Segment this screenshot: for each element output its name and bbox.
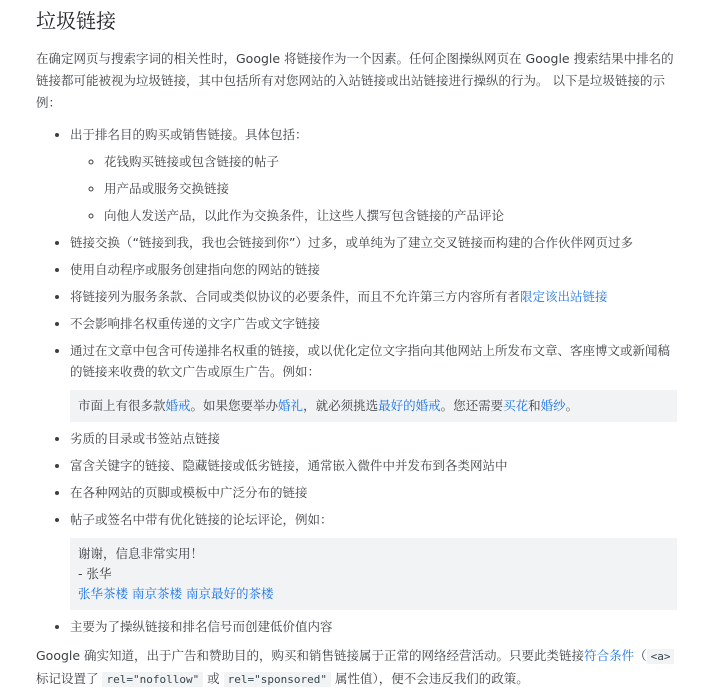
example-text: ，就必须挑选 <box>303 398 379 413</box>
list-item: • 在各种网站的页脚或模板中广泛分布的链接 <box>70 482 677 503</box>
outro-text: 属性值），便不会违反我们的政策。 <box>331 671 529 686</box>
qualify-link[interactable]: 符合条件 <box>584 648 635 663</box>
outro-text: Google 确实知道，出于广告和赞助目的，购买和销售链接属于正常的网络经营活动。只要此类链接 <box>36 648 585 663</box>
spam-link-list <box>36 124 677 637</box>
list-item <box>70 286 677 307</box>
sub-list-item: ◦ 花钱购买链接或包含链接的帖子 <box>104 151 677 172</box>
example-text: 。如果您要举办 <box>190 398 279 413</box>
example-link[interactable]: 买花 <box>503 398 529 413</box>
list-item <box>70 340 677 422</box>
item-text: 通过在文章中包含可传递排名权重的链接，或以优化定位文字指向其他网站上所发布文章、客座博文或新闻稿的链接来收费的软文广告或原生广告。例如： <box>70 343 671 379</box>
page-title: 垃圾链接 <box>36 9 116 33</box>
item-text: 帖子或签名中带有优化链接的论坛评论，例如： <box>70 512 333 527</box>
code-sponsored: rel="sponsored" <box>224 672 331 687</box>
code-nofollow: rel="nofollow" <box>102 672 203 687</box>
outro-text: 标记设置了 <box>36 671 103 686</box>
list-item: • 富含关键字的链接、隐藏链接或低劣链接，通常嵌入微件中并发布到各类网站中 <box>70 455 677 476</box>
sub-list <box>70 151 677 226</box>
example-box-forum-comment <box>70 538 677 610</box>
example-link[interactable]: 婚纱 <box>540 398 566 413</box>
item-text: 出于排名目的购买或销售链接。具体包括： <box>70 127 308 142</box>
outro-text: （ <box>634 648 647 663</box>
outro-text: 或 <box>203 671 224 686</box>
example-box-advertorial <box>70 390 677 422</box>
example-text: 。 <box>565 398 579 413</box>
list-item: • 主要为了操纵链接和排名信号而创建低价值内容 <box>70 616 677 637</box>
example-link[interactable]: 南京茶楼 <box>132 586 183 601</box>
comment-line: 谢谢，信息非常实用！ <box>78 546 204 561</box>
sub-list-item: ◦ 用产品或服务交换链接 <box>104 178 677 199</box>
comment-signature: - 张华 <box>78 566 112 581</box>
example-link[interactable]: 婚戒 <box>165 398 191 413</box>
example-text: 。您还需要 <box>440 398 504 413</box>
comment-links <box>78 584 669 604</box>
qualify-outbound-link[interactable]: 限定该出站链接 <box>520 289 608 304</box>
list-item: • 使用自动程序或服务创建指向您的网站的链接 <box>70 259 677 280</box>
example-link[interactable]: 最好的婚戒 <box>378 398 441 413</box>
list-item <box>70 509 677 610</box>
item-text: 将链接列为服务条款、合同或类似协议的必要条件，而且不允许第三方内容所有者 <box>70 289 521 304</box>
example-text: 市面上有很多款 <box>78 398 166 413</box>
outro-paragraph <box>36 645 677 691</box>
example-link[interactable]: 张华茶楼 <box>78 586 129 601</box>
code-a-tag: <a> <box>647 649 675 664</box>
sub-list-item: ◦ 向他人发送产品，以此作为交换条件，让这些人撰写包含链接的产品评论 <box>104 205 677 226</box>
example-link[interactable]: 南京最好的茶楼 <box>186 586 274 601</box>
example-text: 和 <box>528 398 541 413</box>
intro-paragraph: 在确定网页与搜索字词的相关性时，Google 将链接作为一个因素。任何企图操纵网页在 Google 搜索结果中排名的链接都可能被视为垃圾链接，其中包括所有对您网站的入站链接或出站链接进行操纵的行为。 以下是垃圾链接的示例： <box>36 51 674 110</box>
list-item: • 不会影响排名权重传递的文字广告或文字链接 <box>70 313 677 334</box>
list-item <box>70 124 677 226</box>
list-item: • 链接交换（“链接到我，我也会链接到你”）过多，或单纯为了建立交叉链接而构建的合作伙伴网页过多 <box>70 232 677 253</box>
example-link[interactable]: 婚礼 <box>278 398 304 413</box>
list-item: • 劣质的目录或书签站点链接 <box>70 428 677 449</box>
